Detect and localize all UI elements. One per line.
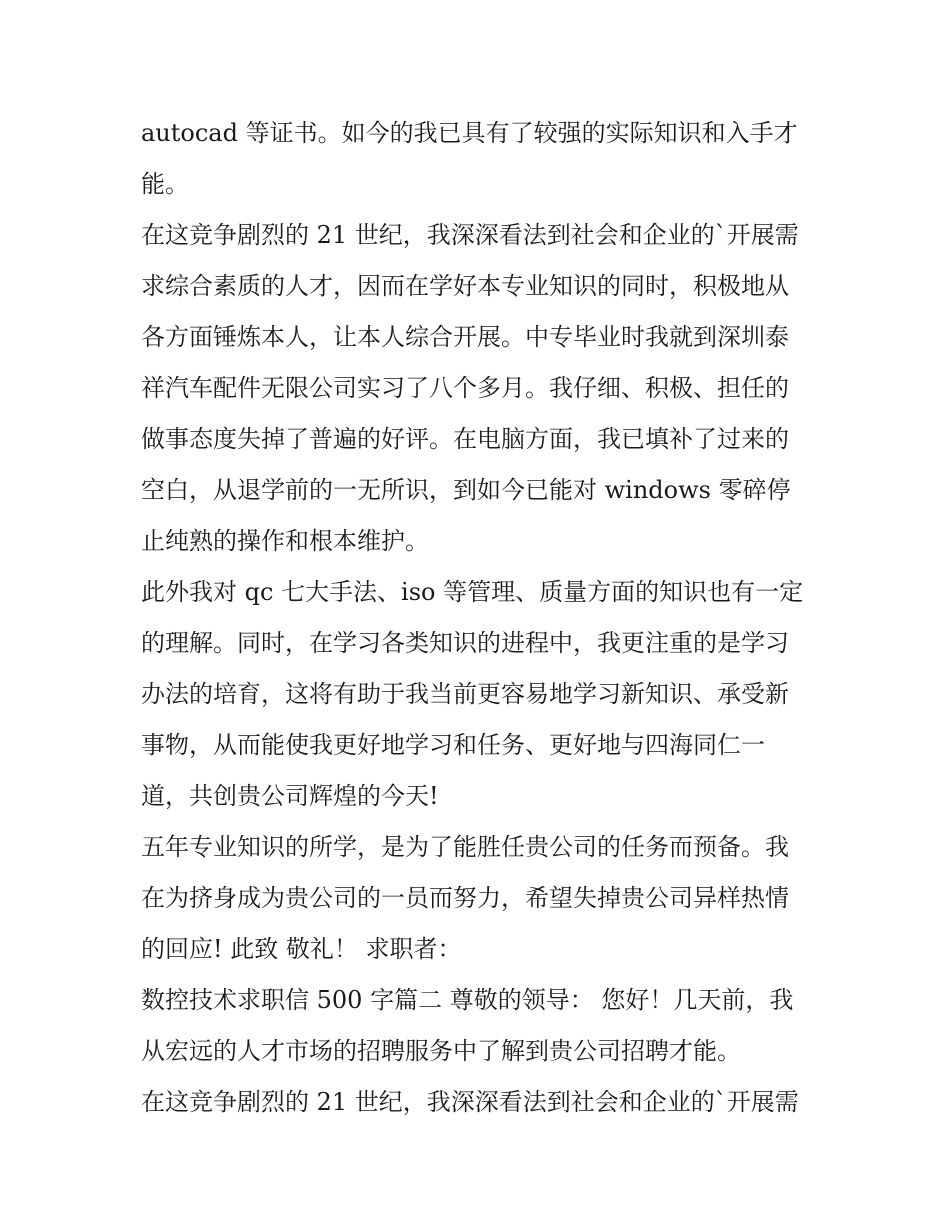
text-line: 求综合素质的人才，因而在学好本专业知识的同时，积极地从 [141,272,789,300]
text-line: 的回应! 此致 敬礼！ 求职者： [141,935,462,963]
text-line: 在为挤身成为贵公司的一员而努力，希望失掉贵公司异样热情 [141,884,789,912]
text-line: 在这竞争剧烈的 21 世纪，我深深看法到社会和企业的`开展需 [141,1088,799,1116]
text-line: 做事态度失掉了普遍的好评。在电脑方面，我已填补了过来的 [141,425,789,453]
text-line: 数控技术求职信 500 字篇二 尊敬的领导： 您好！几天前，我 [141,986,794,1014]
text-line: 从宏远的人才市场的招聘服务中了解到贵公司招聘才能。 [141,1037,741,1065]
text-line: 此外我对 qc 七大手法、iso 等管理、质量方面的知识也有一定 [141,578,804,606]
text-line: 的理解。同时，在学习各类知识的进程中，我更注重的是学习 [141,629,789,657]
text-line: 事物，从而能使我更好地学习和任务、更好地与四海同仁一 [141,731,765,759]
document-body [141,108,821,1128]
text-line: 五年专业知识的所学，是为了能胜任贵公司的任务而预备。我 [141,833,789,861]
text-line: 祥汽车配件无限公司实习了八个多月。我仔细、积极、担任的 [141,374,789,402]
text-line: 能。 [141,170,189,198]
text-line: 空白，从退学前的一无所识，到如今已能对 windows 零碎停 [141,476,791,504]
text-line: 各方面锤炼本人，让本人综合开展。中专毕业时我就到深圳泰 [141,323,789,351]
text-line: autocad 等证书。如今的我已具有了较强的实际知识和入手才 [141,119,798,147]
text-line: 道，共创贵公司辉煌的今天! [141,782,439,810]
text-line: 办法的培育，这将有助于我当前更容易地学习新知识、承受新 [141,680,789,708]
text-line: 在这竞争剧烈的 21 世纪，我深深看法到社会和企业的`开展需 [141,221,799,249]
text-line: 止纯熟的操作和根本维护。 [141,527,429,555]
